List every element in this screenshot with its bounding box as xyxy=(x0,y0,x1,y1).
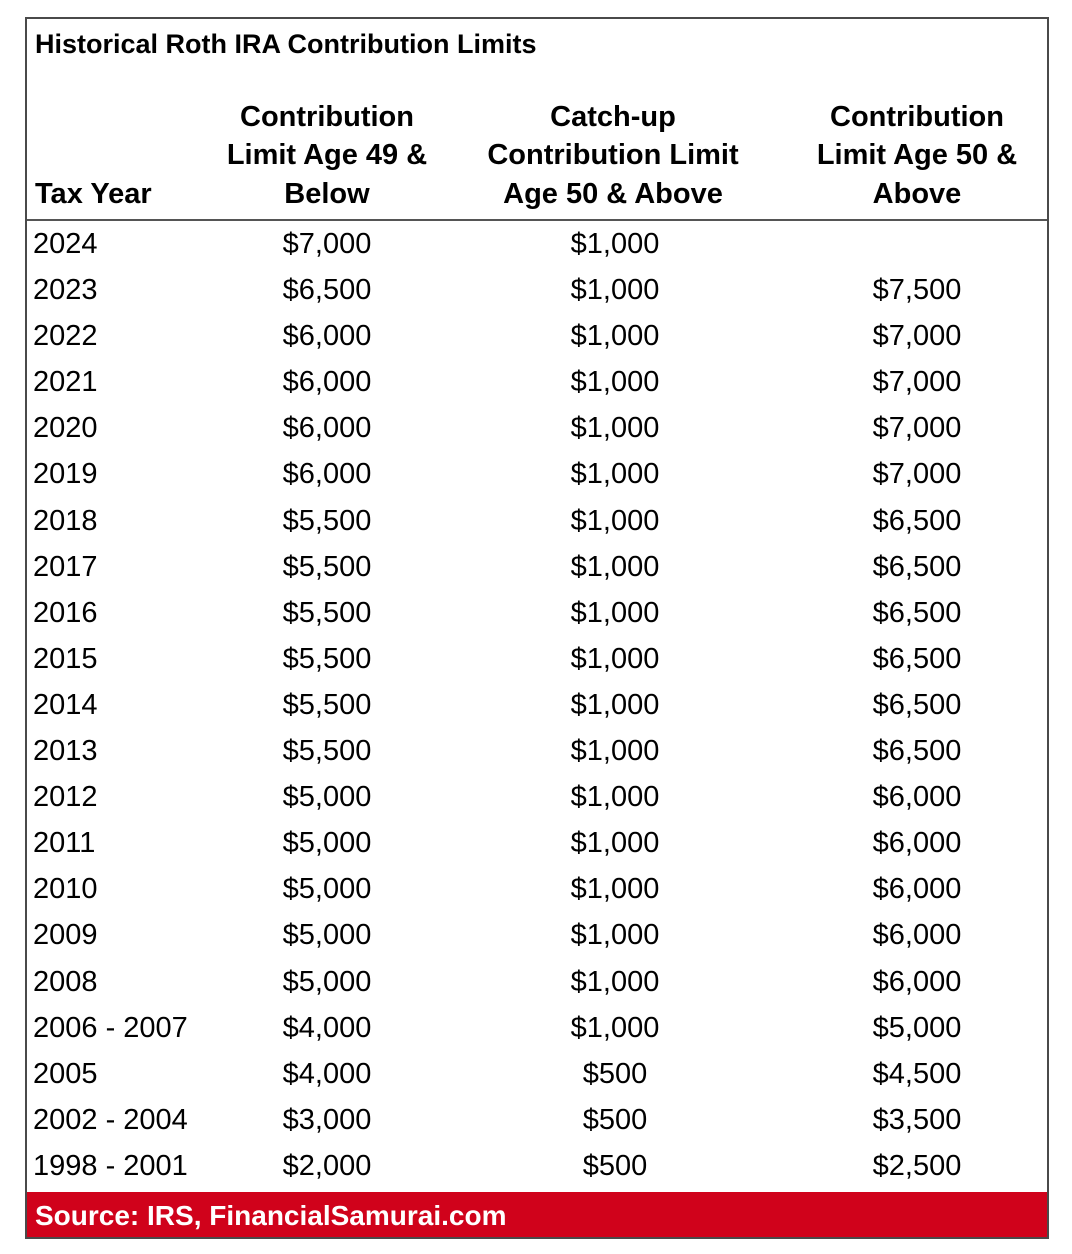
cell-limit-49-below: $5,500 xyxy=(282,596,372,629)
table-header xyxy=(27,100,1047,221)
cell-catch-up: $1,000 xyxy=(570,781,660,814)
header-line: Below xyxy=(284,177,370,210)
cell-limit-49-below: $5,000 xyxy=(282,919,372,952)
cell-tax-year: 2009 xyxy=(33,919,98,952)
cell-limit-49-below: $5,000 xyxy=(282,965,372,998)
cell-catch-up: $1,000 xyxy=(570,366,660,399)
cell-tax-year: 2006 - 2007 xyxy=(33,1011,188,1044)
table-title: Historical Roth IRA Contribution Limits xyxy=(35,29,537,59)
header-tax-year xyxy=(35,175,152,214)
header-catch-up xyxy=(467,98,759,214)
cell-catch-up: $500 xyxy=(582,1149,648,1182)
table-row xyxy=(27,498,1047,544)
cell-catch-up: $1,000 xyxy=(570,873,660,906)
cell-catch-up: $1,000 xyxy=(570,550,660,583)
cell-limit-50-above: $7,500 xyxy=(872,274,962,307)
cell-limit-49-below: $2,000 xyxy=(282,1149,372,1182)
cell-limit-50-above: $6,500 xyxy=(872,735,962,768)
cell-limit-50-above: $6,000 xyxy=(872,919,962,952)
header-limit-50-above xyxy=(785,98,1049,214)
cell-tax-year: 2016 xyxy=(33,596,98,629)
table-row xyxy=(27,774,1047,820)
cell-tax-year: 2022 xyxy=(33,320,98,353)
cell-catch-up: $1,000 xyxy=(570,228,660,260)
cell-limit-50-above: $6,500 xyxy=(872,642,962,675)
cell-limit-49-below: $6,500 xyxy=(282,274,372,307)
header-line: Contribution xyxy=(830,100,1004,133)
cell-limit-49-below: $5,500 xyxy=(282,550,372,583)
table-row xyxy=(27,1051,1047,1097)
cell-catch-up: $1,000 xyxy=(570,688,660,721)
cell-limit-50-above: $2,500 xyxy=(872,1149,962,1182)
cell-limit-50-above: $5,000 xyxy=(872,1011,962,1044)
table-row xyxy=(27,313,1047,359)
cell-tax-year: 2017 xyxy=(33,550,98,583)
table-row xyxy=(27,1143,1047,1189)
cell-tax-year: 2014 xyxy=(33,688,98,721)
table-row xyxy=(27,1005,1047,1051)
header-line: Contribution Limit xyxy=(487,139,739,171)
cell-tax-year: 2015 xyxy=(33,642,98,675)
cell-catch-up: $1,000 xyxy=(570,965,660,998)
table-row xyxy=(27,359,1047,405)
cell-limit-49-below: $7,000 xyxy=(282,228,372,260)
cell-catch-up: $1,000 xyxy=(570,458,660,491)
cell-tax-year: 2013 xyxy=(33,735,98,768)
cell-limit-49-below: $3,000 xyxy=(282,1103,372,1136)
cell-catch-up: $1,000 xyxy=(570,274,660,307)
cell-tax-year: 2020 xyxy=(33,412,98,445)
cell-limit-50-above: $6,000 xyxy=(872,873,962,906)
cell-tax-year: 2021 xyxy=(33,366,98,399)
cell-limit-49-below: $6,000 xyxy=(282,320,372,353)
table-row xyxy=(27,544,1047,590)
cell-limit-50-above: $6,000 xyxy=(872,965,962,998)
cell-limit-49-below: $5,500 xyxy=(282,735,372,768)
cell-limit-50-above: $7,000 xyxy=(872,320,962,353)
table-row xyxy=(27,636,1047,682)
cell-catch-up: $1,000 xyxy=(570,596,660,629)
cell-catch-up: $500 xyxy=(582,1057,648,1090)
cell-limit-49-below: $6,000 xyxy=(282,412,372,445)
cell-tax-year: 2018 xyxy=(33,504,98,537)
cell-catch-up: $1,000 xyxy=(570,1011,660,1044)
cell-tax-year: 2023 xyxy=(33,274,98,307)
table-row xyxy=(27,1097,1047,1143)
cell-tax-year: 2024 xyxy=(33,228,98,260)
cell-limit-50-above: $3,500 xyxy=(872,1103,962,1136)
cell-catch-up: $500 xyxy=(582,1103,648,1136)
header-line: Contribution xyxy=(240,100,414,133)
header-line: Limit Age 50 & xyxy=(816,139,1018,171)
table-row xyxy=(27,590,1047,636)
header-line: Tax Year xyxy=(35,177,152,210)
cell-catch-up: $1,000 xyxy=(570,320,660,353)
cell-tax-year: 1998 - 2001 xyxy=(33,1149,188,1182)
cell-limit-49-below: $5,500 xyxy=(282,504,372,537)
table-row xyxy=(27,820,1047,866)
cell-tax-year: 2011 xyxy=(33,827,96,860)
table-frame xyxy=(25,17,1049,1239)
table-body xyxy=(27,221,1047,1189)
cell-catch-up: $1,000 xyxy=(570,735,660,768)
source-bar: Source: IRS, FinancialSamurai.com xyxy=(27,1192,1047,1237)
cell-limit-50-above: $7,000 xyxy=(872,458,962,491)
table-row xyxy=(27,866,1047,912)
header-limit-49-below xyxy=(212,98,442,214)
cell-catch-up: $1,000 xyxy=(570,412,660,445)
cell-limit-50-above: $6,500 xyxy=(872,550,962,583)
cell-limit-49-below: $5,500 xyxy=(282,642,372,675)
cell-limit-50-above: $7,000 xyxy=(872,366,962,399)
cell-limit-50-above: $4,500 xyxy=(872,1057,962,1090)
cell-catch-up: $1,000 xyxy=(570,504,660,537)
cell-tax-year: 2012 xyxy=(33,781,98,814)
cell-limit-50-above: $7,000 xyxy=(872,412,962,445)
cell-catch-up: $1,000 xyxy=(570,919,660,952)
cell-limit-50-above: $6,500 xyxy=(872,504,962,537)
cell-tax-year: 2005 xyxy=(33,1057,98,1090)
cell-limit-50-above: $6,500 xyxy=(872,688,962,721)
cell-limit-49-below: $5,000 xyxy=(282,873,372,906)
table-row xyxy=(27,267,1047,313)
header-line: Catch-up xyxy=(550,100,676,133)
cell-catch-up: $1,000 xyxy=(570,827,660,860)
cell-limit-50-above: $6,000 xyxy=(872,781,962,814)
cell-limit-50-above: $6,500 xyxy=(872,596,962,629)
cell-tax-year: 2002 - 2004 xyxy=(33,1103,188,1136)
cell-limit-49-below: $6,000 xyxy=(282,366,372,399)
cell-limit-49-below: $4,000 xyxy=(282,1011,372,1044)
cell-limit-50-above: $6,000 xyxy=(872,827,962,860)
cell-limit-49-below: $5,500 xyxy=(282,688,372,721)
cell-tax-year: 2008 xyxy=(33,965,98,998)
header-line: Age 50 & Above xyxy=(503,177,723,210)
table-row xyxy=(27,682,1047,728)
header-line: Above xyxy=(872,177,962,210)
cell-limit-49-below: $5,000 xyxy=(282,781,372,814)
cell-limit-49-below: $4,000 xyxy=(282,1057,372,1090)
cell-limit-49-below: $6,000 xyxy=(282,458,372,491)
table-row xyxy=(27,451,1047,497)
table-row xyxy=(27,959,1047,1005)
cell-catch-up: $1,000 xyxy=(570,642,660,675)
header-line: Limit Age 49 & xyxy=(226,139,428,171)
table-row xyxy=(27,728,1047,774)
cell-tax-year: 2010 xyxy=(33,873,98,906)
cell-tax-year: 2019 xyxy=(33,458,98,491)
cell-limit-49-below: $5,000 xyxy=(282,827,372,860)
table-row xyxy=(27,221,1047,267)
table-row xyxy=(27,405,1047,451)
table-row xyxy=(27,912,1047,958)
